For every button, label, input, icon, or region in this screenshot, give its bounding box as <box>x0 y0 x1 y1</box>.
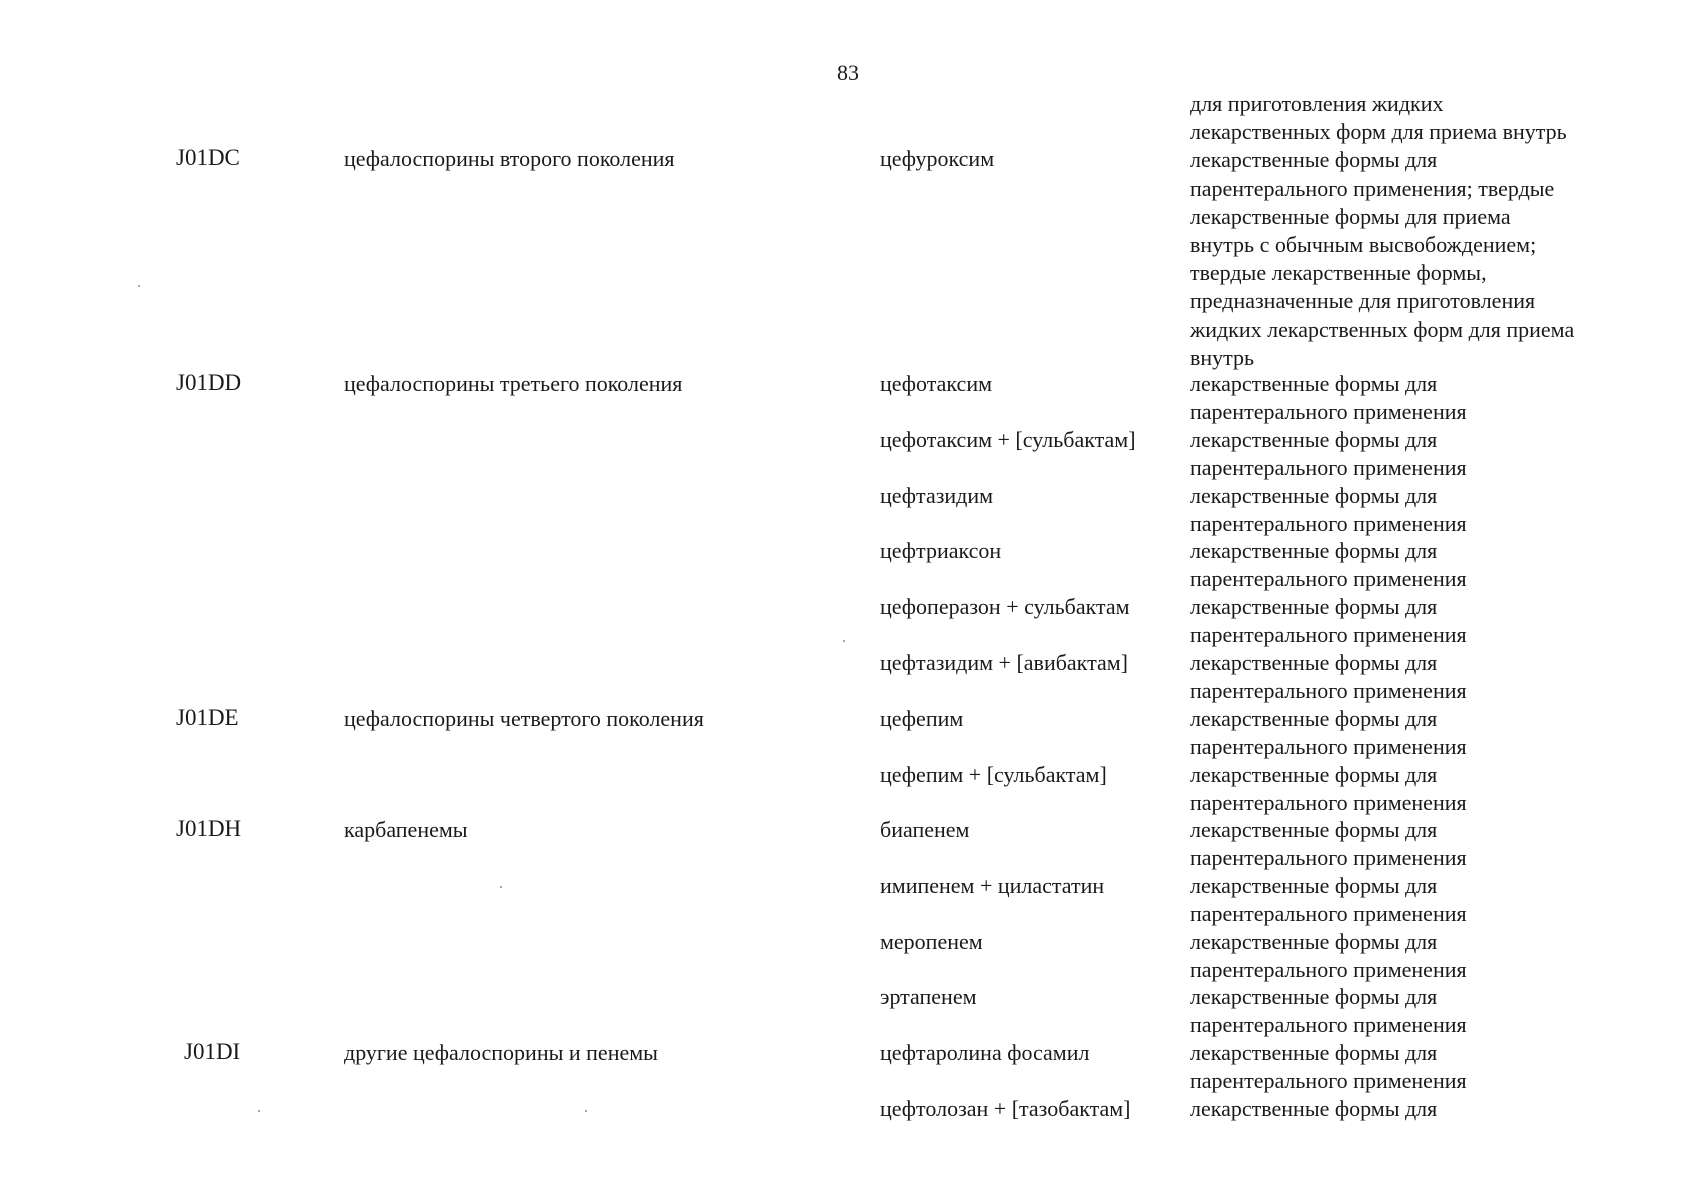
dosage-form-line: лекарственные формы для <box>1190 762 1438 787</box>
atc-group-name: другие цефалоспорины и пенемы <box>344 1040 658 1065</box>
drug-name: цефтазидим <box>880 483 994 508</box>
dosage-form <box>1190 426 1670 482</box>
dosage-form-line: парентерального применения <box>1190 511 1467 537</box>
dosage-form-line: лекарственные формы для приема <box>1190 203 1511 229</box>
dosage-form <box>1190 649 1670 705</box>
dosage-form-line: лекарственные формы для <box>1190 929 1438 954</box>
dosage-form-line: парентерального применения <box>1190 957 1467 983</box>
atc-code: J01DH <box>176 816 242 841</box>
dosage-form-line: парентерального применения <box>1190 734 1467 760</box>
dosage-form-line: парентерального применения <box>1190 455 1467 481</box>
scan-speck <box>258 1110 260 1112</box>
dosage-form-line: лекарственные формы для <box>1190 594 1438 619</box>
dosage-form <box>1190 482 1670 538</box>
scan-speck <box>138 285 140 287</box>
dosage-form <box>1190 705 1670 761</box>
dosage-form <box>1190 90 1670 372</box>
atc-group-name: цефалоспорины четвертого поколения <box>344 706 704 731</box>
dosage-form-line: лекарственные формы для <box>1190 147 1438 173</box>
atc-group-name: цефалоспорины третьего поколения <box>344 371 683 396</box>
dosage-form-line: парентерального применения <box>1190 399 1467 425</box>
drug-name: цефуроксим <box>880 146 995 171</box>
dosage-form-line: лекарственные формы для <box>1190 483 1438 508</box>
page-number: 83 <box>837 60 859 85</box>
dosage-form-line: лекарственные формы для <box>1190 817 1438 842</box>
dosage-form <box>1190 816 1670 872</box>
dosage-form-line: парентерального применения <box>1190 1012 1467 1038</box>
dosage-form-line: парентерального применения <box>1190 678 1467 704</box>
dosage-form-line: парентерального применения <box>1190 845 1467 871</box>
drug-name: цефтриаксон <box>880 538 1002 563</box>
dosage-form <box>1190 872 1670 928</box>
dosage-form-line: для приготовления жидких <box>1190 91 1444 116</box>
dosage-form <box>1190 537 1670 593</box>
dosage-form <box>1190 370 1670 426</box>
drug-name: цефтаролина фосамил <box>880 1040 1090 1065</box>
dosage-form-line: лекарственных форм для приема внутрь <box>1190 119 1567 145</box>
dosage-form-line: парентерального применения <box>1190 622 1467 648</box>
scan-speck <box>585 1110 587 1112</box>
drug-name: меропенем <box>880 929 983 954</box>
dosage-form-line: лекарственные формы для <box>1190 873 1438 898</box>
dosage-form-line: лекарственные формы для <box>1190 371 1438 396</box>
dosage-form-line: лекарственные формы для <box>1190 538 1438 563</box>
atc-code: J01DC <box>176 145 240 170</box>
drug-name: имипенем + циластатин <box>880 873 1105 898</box>
dosage-form-line: парентерального применения; твердые <box>1190 175 1555 201</box>
drug-name: цефепим <box>880 706 964 731</box>
drug-name: цефотаксим + [сульбактам] <box>880 427 1136 452</box>
drug-name: цефепим + [сульбактам] <box>880 762 1107 787</box>
dosage-form <box>1190 928 1670 984</box>
atc-group-name: цефалоспорины второго поколения <box>344 146 675 171</box>
dosage-form-line: твердые лекарственные формы, <box>1190 260 1487 286</box>
dosage-form-line: лекарственные формы для <box>1190 650 1438 675</box>
atc-code: J01DE <box>176 705 239 730</box>
dosage-form <box>1190 761 1670 817</box>
drug-name: цефоперазон + сульбактам <box>880 594 1130 619</box>
dosage-form-line: жидких лекарственных форм для приема <box>1190 316 1575 342</box>
drug-name: цефотаксим <box>880 371 993 396</box>
drug-name: эртапенем <box>880 984 977 1009</box>
dosage-form <box>1190 593 1670 649</box>
drug-name: цефтазидим + [авибактам] <box>880 650 1128 675</box>
drug-name: цефтолозан + [тазобактам] <box>880 1096 1131 1121</box>
scan-speck <box>843 640 845 642</box>
dosage-form-line: парентерального применения <box>1190 790 1467 816</box>
atc-code: J01DD <box>176 370 242 395</box>
dosage-form-line: парентерального применения <box>1190 1068 1467 1094</box>
dosage-form <box>1190 1039 1670 1095</box>
atc-group-name: карбапенемы <box>344 817 468 842</box>
scan-speck <box>500 886 502 888</box>
dosage-form-line: лекарственные формы для <box>1190 427 1438 452</box>
dosage-form-line: лекарственные формы для <box>1190 1096 1438 1121</box>
dosage-form-line: лекарственные формы для <box>1190 984 1438 1009</box>
dosage-form-line: парентерального применения <box>1190 566 1467 592</box>
dosage-form-line: парентерального применения <box>1190 901 1467 927</box>
dosage-form-line: внутрь <box>1190 344 1255 370</box>
dosage-form-line: предназначенные для приготовления <box>1190 288 1536 314</box>
dosage-form-line: лекарственные формы для <box>1190 1040 1438 1065</box>
drug-name: биапенем <box>880 817 970 842</box>
dosage-form <box>1190 983 1670 1039</box>
dosage-form <box>1190 1095 1670 1123</box>
dosage-form-line: внутрь с обычным высвобождением; <box>1190 232 1537 258</box>
dosage-form-line: лекарственные формы для <box>1190 706 1438 731</box>
atc-code: J01DI <box>184 1039 241 1064</box>
